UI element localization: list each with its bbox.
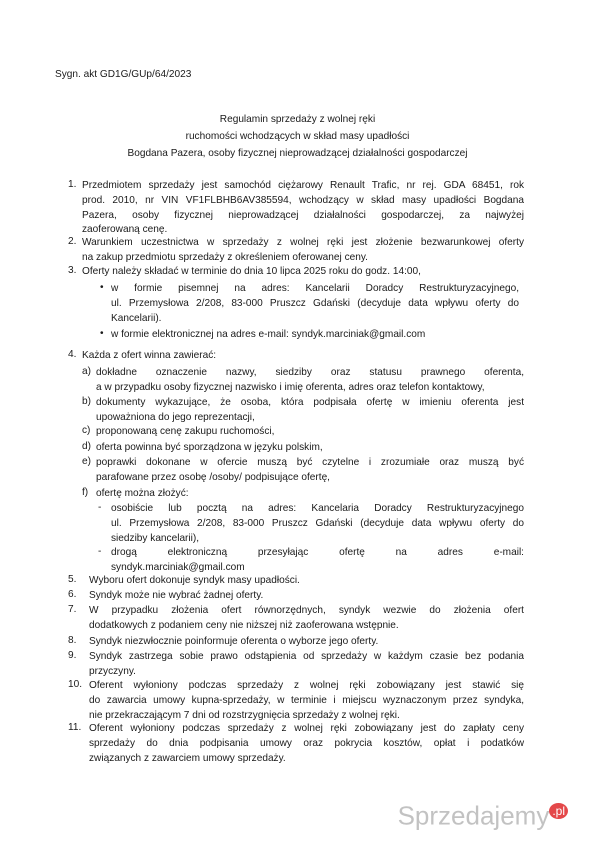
- text-line: przyczyny.: [89, 665, 136, 677]
- list-item: [82, 456, 524, 486]
- list-item: [82, 366, 524, 396]
- list-item: [82, 441, 524, 456]
- text-line: Warunkiem uczestnictwa w sprzedaży z wolnej ręki jest złożenie bezwarunkowej oferty: [82, 237, 524, 248]
- text-line: parafowane przez osobę /osoby/ podpisujące ofertę,: [96, 471, 330, 483]
- text-line: osobiście lub pocztą na adres: Kancelaria Doradcy Restrukturyzacyjnego: [111, 503, 524, 514]
- text-line: oferta powinna być sporządzona w języku polskim,: [96, 442, 323, 453]
- list-marker: 10.: [68, 679, 83, 690]
- watermark-text: Sprzedajemy: [397, 800, 550, 831]
- list-marker: -: [98, 502, 102, 513]
- list-item: [98, 546, 524, 576]
- list-marker: •: [100, 328, 104, 339]
- list-item: [68, 604, 524, 634]
- text-line: w formie pisemnej na adres: Kancelarii Doradcy Restrukturyzacyjnego,: [111, 283, 519, 294]
- text-line: Kancelarii).: [111, 312, 162, 324]
- title-line: Regulamin sprzedaży z wolnej ręki: [219, 114, 376, 125]
- text-line: prod. 2010, nr VIN VF1FLBHB6AV385594, wchodzący w skład masy upadłości Bogdana: [82, 194, 524, 206]
- text-line: dodatkowych z podaniem ceny nie niższej niż zaoferowana wstępnie.: [89, 619, 399, 631]
- list-marker: 5.: [68, 574, 77, 585]
- text-line: poprawki dokonane w ofercie muszą być czytelne i zrozumiałe oraz muszą być: [96, 457, 524, 468]
- title-line: ruchomości wchodzących w skład masy upadłości: [185, 131, 410, 142]
- list-marker: 3.: [68, 265, 77, 276]
- text-line: Syndyk zastrzega sobie prawo odstąpienia od sprzedaży w każdym czasie bez podania: [89, 651, 524, 662]
- text-line: Oferent wyłoniony podczas sprzedaży z wolnej ręki zobowiązany jest stawić się: [89, 680, 524, 691]
- text-line: na zakup przedmiotu sprzedaży z określeniem oferowanej ceny.: [82, 251, 368, 263]
- list-item: [68, 179, 524, 238]
- list-item: [68, 265, 524, 280]
- list-marker: 11.: [68, 722, 82, 733]
- document-title: [0, 111, 595, 162]
- text-line: Syndyk niezwłocznie poinformuje oferenta o wyborze jego oferty.: [89, 636, 379, 647]
- list-item: [68, 349, 524, 364]
- list-item: [68, 722, 524, 766]
- text-line: Syndyk może nie wybrać żadnej oferty.: [89, 590, 264, 601]
- text-line: Każda z ofert winna zawierać:: [82, 350, 217, 361]
- text-line: dokumenty wykazujące, że osoba, która podpisała ofertę w imieniu oferenta jest: [96, 397, 524, 408]
- list-item: [68, 650, 524, 680]
- list-item: [100, 328, 519, 343]
- list-item: [68, 574, 524, 589]
- watermark-badge: .pl: [549, 803, 568, 819]
- list-item: [82, 396, 524, 426]
- text-line: w formie elektronicznej na adres e-mail: syndyk.marciniak@gmail.com: [111, 329, 426, 340]
- watermark-logo: [398, 796, 568, 831]
- text-line: związanych z zawarciem umowy sprzedaży.: [89, 752, 286, 764]
- text-line: do zawarcia umowy kupna-sprzedaży, w terminie i miejscu wyznaczonym przez syndyka,: [89, 694, 524, 706]
- title-line: Bogdana Pazera, osoby fizycznej nieprowadzącej działalności gospodarczej: [127, 148, 468, 159]
- text-line: ul. Przemysłowa 2/208, 83-000 Pruszcz Gdański (decyduje data wpływu oferty do: [111, 517, 524, 529]
- list-item: [98, 502, 524, 546]
- text-line: sprzedaży do dnia podpisania umowy oraz pokrycia kosztów, opłat i podatków: [89, 737, 524, 749]
- list-marker: 4.: [68, 349, 77, 360]
- list-item: [100, 282, 519, 326]
- text-line: dokładne oznaczenie nazwy, siedziby oraz statusu prawnego oferenta,: [96, 367, 524, 378]
- list-marker: 8.: [68, 635, 77, 646]
- list-marker: 2.: [68, 236, 77, 247]
- list-marker: b): [82, 396, 91, 407]
- text-line: upoważniona do jego reprezentacji,: [96, 411, 255, 423]
- text-line: ofertę można złożyć:: [96, 488, 189, 499]
- text-line: drogą elektroniczną przesyłając ofertę na adres e-mail:: [111, 547, 524, 558]
- list-marker: c): [82, 425, 91, 436]
- list-marker: e): [82, 456, 91, 467]
- text-line: Wyboru ofert dokonuje syndyk masy upadłości.: [89, 575, 300, 586]
- text-line: Pazera, osoby fizycznej nieprowadzącej działalności gospodarczej, za najwyżej: [82, 209, 524, 221]
- case-reference: Sygn. akt GD1G/GUp/64/2023: [55, 69, 192, 80]
- text-line: W przypadku złożenia ofert równorzędnych, syndyk wezwie do złożenia ofert: [89, 605, 524, 616]
- text-line: proponowaną cenę zakupu ruchomości,: [96, 426, 275, 437]
- list-item: [68, 236, 524, 266]
- text-line: Oferent wyłoniony podczas sprzedaży z wolnej ręki zobowiązany jest do zapłaty ceny: [89, 723, 524, 734]
- list-item: [68, 679, 524, 723]
- text-line: ul. Przemysłowa 2/208, 83-000 Pruszcz Gdański (decyduje data wpływu oferty do: [111, 297, 519, 309]
- list-item: [68, 589, 524, 604]
- list-item: [82, 425, 524, 440]
- text-line: siedziby kancelarii),: [111, 532, 200, 544]
- list-marker: 7.: [68, 604, 77, 615]
- list-marker: 6.: [68, 589, 77, 600]
- text-line: zaoferowaną cenę.: [82, 224, 168, 236]
- text-line: Oferty należy składać w terminie do dnia 10 lipca 2025 roku do godz. 14:00,: [82, 266, 421, 277]
- text-line: syndyk.marciniak@gmail.com: [111, 561, 245, 573]
- list-marker: -: [98, 546, 102, 557]
- list-item: [68, 635, 524, 650]
- list-marker: a): [82, 366, 91, 377]
- list-item: [82, 487, 524, 502]
- text-line: Przedmiotem sprzedaży jest samochód ciężarowy Renault Trafic, nr rej. GDA 68451, rok: [82, 180, 524, 191]
- text-line: a w przypadku osoby fizycznej nazwisko i imię oferenta, adres oraz telefon kontaktowy,: [96, 381, 485, 393]
- list-marker: d): [82, 441, 91, 452]
- text-line: nie przekraczającym 7 dni od rozstrzygnięcia sprzedaży z wolnej ręki.: [89, 709, 400, 721]
- list-marker: 9.: [68, 650, 77, 661]
- list-marker: f): [82, 487, 89, 498]
- list-marker: 1.: [68, 179, 77, 190]
- list-marker: •: [100, 282, 104, 293]
